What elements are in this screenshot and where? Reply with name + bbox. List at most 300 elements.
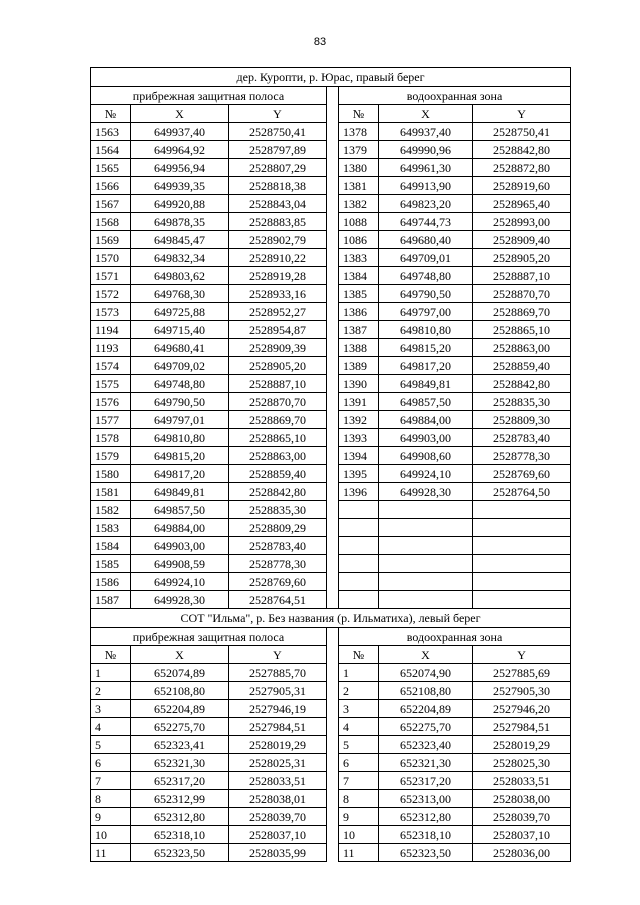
column-gap — [327, 483, 339, 501]
column-gap — [327, 393, 339, 411]
x-coordinate: 649920,88 — [131, 195, 229, 213]
table-row — [91, 682, 571, 700]
point-number: 1392 — [339, 411, 379, 429]
point-number: 1584 — [91, 537, 131, 555]
x-coordinate: 652204,89 — [379, 700, 473, 718]
point-number: 1391 — [339, 393, 379, 411]
y-coordinate: 2528883,85 — [229, 213, 327, 231]
y-coordinate: 2528039,70 — [473, 808, 571, 826]
y-coordinate: 2528038,00 — [473, 790, 571, 808]
y-coordinate: 2528859,40 — [473, 357, 571, 375]
point-number: 6 — [91, 754, 131, 772]
x-coordinate: 649810,80 — [379, 321, 473, 339]
x-coordinate: 652313,00 — [379, 790, 473, 808]
table-row — [91, 555, 571, 573]
point-number: 1570 — [91, 249, 131, 267]
x-coordinate: 652321,30 — [131, 754, 229, 772]
point-number: 1566 — [91, 177, 131, 195]
point-number: 8 — [91, 790, 131, 808]
y-coordinate: 2528750,41 — [473, 123, 571, 141]
column-gap — [327, 718, 339, 736]
point-number: 1569 — [91, 231, 131, 249]
y-coordinate: 2527905,31 — [229, 682, 327, 700]
y-coordinate: 2528919,60 — [473, 177, 571, 195]
table-row — [91, 429, 571, 447]
column-header: Y — [229, 105, 327, 123]
table-row — [91, 772, 571, 790]
x-coordinate: 649768,30 — [131, 285, 229, 303]
point-number: 1393 — [339, 429, 379, 447]
table-row — [91, 411, 571, 429]
y-coordinate: 2528783,40 — [229, 537, 327, 555]
y-coordinate: 2528818,38 — [229, 177, 327, 195]
column-gap — [327, 303, 339, 321]
column-gap — [327, 87, 339, 105]
point-number: 1193 — [91, 339, 131, 357]
column-gap — [327, 664, 339, 682]
x-coordinate: 649845,47 — [131, 231, 229, 249]
x-coordinate: 649903,00 — [131, 537, 229, 555]
coordinates-document — [90, 67, 570, 862]
column-gap — [327, 646, 339, 664]
x-coordinate: 649815,20 — [131, 447, 229, 465]
x-coordinate: 652323,40 — [379, 736, 473, 754]
y-coordinate: 2528863,00 — [229, 447, 327, 465]
y-coordinate: 2528865,10 — [473, 321, 571, 339]
x-coordinate: 649961,30 — [379, 159, 473, 177]
y-coordinate — [473, 537, 571, 555]
y-coordinate: 2528025,31 — [229, 754, 327, 772]
x-coordinate: 649857,50 — [131, 501, 229, 519]
x-coordinate: 649815,20 — [379, 339, 473, 357]
table-row — [91, 844, 571, 862]
column-gap — [327, 357, 339, 375]
column-gap — [327, 808, 339, 826]
point-number — [339, 519, 379, 537]
x-coordinate: 649725,88 — [131, 303, 229, 321]
point-number: 4 — [91, 718, 131, 736]
column-gap — [327, 790, 339, 808]
table-row — [91, 357, 571, 375]
x-coordinate — [379, 573, 473, 591]
x-coordinate: 652074,89 — [131, 664, 229, 682]
point-number: 6 — [339, 754, 379, 772]
column-header-row — [91, 105, 571, 123]
x-coordinate: 652108,80 — [131, 682, 229, 700]
x-coordinate: 652204,89 — [131, 700, 229, 718]
point-number: 3 — [91, 700, 131, 718]
point-number: 1384 — [339, 267, 379, 285]
section-title-row — [91, 68, 571, 87]
table-row — [91, 285, 571, 303]
point-number: 11 — [91, 844, 131, 862]
y-coordinate: 2528035,99 — [229, 844, 327, 862]
column-gap — [327, 159, 339, 177]
table-row — [91, 303, 571, 321]
point-number: 1585 — [91, 555, 131, 573]
point-number: 1574 — [91, 357, 131, 375]
x-coordinate: 649823,20 — [379, 195, 473, 213]
y-coordinate: 2528905,20 — [229, 357, 327, 375]
x-coordinate: 649744,73 — [379, 213, 473, 231]
y-coordinate: 2528025,30 — [473, 754, 571, 772]
point-number: 1581 — [91, 483, 131, 501]
y-coordinate: 2527905,30 — [473, 682, 571, 700]
point-number: 1568 — [91, 213, 131, 231]
point-number: 1396 — [339, 483, 379, 501]
point-number: 1388 — [339, 339, 379, 357]
point-number: 2 — [339, 682, 379, 700]
x-coordinate: 652321,30 — [379, 754, 473, 772]
column-header: X — [131, 105, 229, 123]
coordinates-table — [90, 67, 571, 862]
y-coordinate: 2528036,00 — [473, 844, 571, 862]
table-row — [91, 808, 571, 826]
y-coordinate: 2528870,70 — [229, 393, 327, 411]
point-number: 1382 — [339, 195, 379, 213]
x-coordinate: 652312,80 — [131, 808, 229, 826]
x-coordinate: 649797,00 — [379, 303, 473, 321]
y-coordinate: 2528859,40 — [229, 465, 327, 483]
table-row — [91, 754, 571, 772]
x-coordinate: 652074,90 — [379, 664, 473, 682]
coordinates-table-body — [91, 68, 571, 862]
y-coordinate: 2527885,70 — [229, 664, 327, 682]
x-coordinate: 649884,00 — [379, 411, 473, 429]
x-coordinate: 649903,00 — [379, 429, 473, 447]
y-coordinate: 2528783,40 — [473, 429, 571, 447]
y-coordinate: 2528843,04 — [229, 195, 327, 213]
column-header: X — [379, 105, 473, 123]
point-number: 1565 — [91, 159, 131, 177]
y-coordinate: 2528965,40 — [473, 195, 571, 213]
x-coordinate: 649849,81 — [131, 483, 229, 501]
x-coordinate — [379, 537, 473, 555]
point-number — [339, 555, 379, 573]
table-row — [91, 664, 571, 682]
y-coordinate: 2528842,80 — [473, 141, 571, 159]
point-number — [339, 537, 379, 555]
y-coordinate: 2528809,29 — [229, 519, 327, 537]
y-coordinate: 2528863,00 — [473, 339, 571, 357]
page-number: 83 — [313, 36, 327, 48]
table-row — [91, 123, 571, 141]
column-gap — [327, 628, 339, 646]
table-row — [91, 736, 571, 754]
zone-header-row — [91, 87, 571, 105]
column-gap — [327, 195, 339, 213]
y-coordinate: 2528778,30 — [473, 447, 571, 465]
column-gap — [327, 177, 339, 195]
x-coordinate: 652312,80 — [379, 808, 473, 826]
x-coordinate: 649790,50 — [379, 285, 473, 303]
y-coordinate: 2528872,80 — [473, 159, 571, 177]
y-coordinate: 2528869,70 — [229, 411, 327, 429]
y-coordinate: 2528887,10 — [229, 375, 327, 393]
x-coordinate: 649884,00 — [131, 519, 229, 537]
column-gap — [327, 447, 339, 465]
x-coordinate: 649924,10 — [131, 573, 229, 591]
y-coordinate: 2528778,30 — [229, 555, 327, 573]
x-coordinate: 649832,34 — [131, 249, 229, 267]
column-header: Y — [473, 105, 571, 123]
column-gap — [327, 249, 339, 267]
point-number: 1 — [91, 664, 131, 682]
column-gap — [327, 591, 339, 609]
column-gap — [327, 213, 339, 231]
point-number: 1564 — [91, 141, 131, 159]
point-number: 1586 — [91, 573, 131, 591]
column-header: Y — [229, 646, 327, 664]
point-number: 1573 — [91, 303, 131, 321]
point-number: 7 — [91, 772, 131, 790]
column-gap — [327, 537, 339, 555]
column-gap — [327, 105, 339, 123]
table-row — [91, 393, 571, 411]
table-row — [91, 700, 571, 718]
point-number: 1583 — [91, 519, 131, 537]
y-coordinate: 2528835,30 — [473, 393, 571, 411]
y-coordinate: 2528902,79 — [229, 231, 327, 249]
y-coordinate: 2528865,10 — [229, 429, 327, 447]
x-coordinate: 649928,30 — [379, 483, 473, 501]
table-row — [91, 790, 571, 808]
point-number: 1379 — [339, 141, 379, 159]
x-coordinate — [379, 555, 473, 573]
y-coordinate: 2528033,51 — [473, 772, 571, 790]
y-coordinate: 2528842,80 — [229, 483, 327, 501]
column-gap — [327, 465, 339, 483]
column-header: № — [91, 105, 131, 123]
point-number: 1086 — [339, 231, 379, 249]
table-row — [91, 537, 571, 555]
point-number: 1394 — [339, 447, 379, 465]
column-header: Y — [473, 646, 571, 664]
x-coordinate: 649817,20 — [379, 357, 473, 375]
y-coordinate: 2528764,51 — [229, 591, 327, 609]
x-coordinate: 649790,50 — [131, 393, 229, 411]
y-coordinate: 2528037,10 — [473, 826, 571, 844]
point-number: 7 — [339, 772, 379, 790]
right-zone-header: водоохранная зона — [339, 87, 571, 105]
table-row — [91, 519, 571, 537]
x-coordinate: 649849,81 — [379, 375, 473, 393]
point-number: 4 — [339, 718, 379, 736]
x-coordinate: 649748,80 — [379, 267, 473, 285]
x-coordinate: 652317,20 — [379, 772, 473, 790]
zone-header-row — [91, 628, 571, 646]
y-coordinate: 2528019,29 — [473, 736, 571, 754]
point-number: 1390 — [339, 375, 379, 393]
point-number: 11 — [339, 844, 379, 862]
y-coordinate: 2528769,60 — [229, 573, 327, 591]
table-row — [91, 267, 571, 285]
column-gap — [327, 141, 339, 159]
column-header: № — [339, 105, 379, 123]
column-header: X — [131, 646, 229, 664]
point-number — [339, 501, 379, 519]
x-coordinate: 652312,99 — [131, 790, 229, 808]
table-row — [91, 826, 571, 844]
table-row — [91, 177, 571, 195]
table-row — [91, 483, 571, 501]
x-coordinate: 652323,50 — [379, 844, 473, 862]
left-zone-header: прибрежная защитная полоса — [91, 87, 327, 105]
column-header-row — [91, 646, 571, 664]
point-number: 8 — [339, 790, 379, 808]
y-coordinate: 2528039,70 — [229, 808, 327, 826]
y-coordinate: 2528909,40 — [473, 231, 571, 249]
y-coordinate: 2528038,01 — [229, 790, 327, 808]
point-number — [339, 573, 379, 591]
y-coordinate: 2528993,00 — [473, 213, 571, 231]
point-number: 1578 — [91, 429, 131, 447]
section-title: СОТ "Ильма", р. Без названия (р. Ильматиха), левый берег — [91, 609, 571, 628]
column-gap — [327, 375, 339, 393]
point-number: 5 — [339, 736, 379, 754]
x-coordinate: 652108,80 — [379, 682, 473, 700]
table-row — [91, 573, 571, 591]
table-row — [91, 718, 571, 736]
y-coordinate: 2528807,29 — [229, 159, 327, 177]
y-coordinate: 2528842,80 — [473, 375, 571, 393]
point-number: 1385 — [339, 285, 379, 303]
table-row — [91, 141, 571, 159]
y-coordinate: 2528797,89 — [229, 141, 327, 159]
point-number: 1378 — [339, 123, 379, 141]
point-number: 1381 — [339, 177, 379, 195]
x-coordinate: 649908,59 — [131, 555, 229, 573]
x-coordinate: 649857,50 — [379, 393, 473, 411]
point-number: 5 — [91, 736, 131, 754]
table-row — [91, 159, 571, 177]
x-coordinate: 649990,96 — [379, 141, 473, 159]
y-coordinate: 2528954,87 — [229, 321, 327, 339]
y-coordinate — [473, 591, 571, 609]
point-number: 1 — [339, 664, 379, 682]
table-row — [91, 231, 571, 249]
y-coordinate: 2528019,29 — [229, 736, 327, 754]
column-header: № — [339, 646, 379, 664]
x-coordinate: 649937,40 — [131, 123, 229, 141]
y-coordinate — [473, 555, 571, 573]
x-coordinate: 649810,80 — [131, 429, 229, 447]
point-number: 9 — [91, 808, 131, 826]
table-row — [91, 591, 571, 609]
point-number: 1587 — [91, 591, 131, 609]
point-number: 1194 — [91, 321, 131, 339]
y-coordinate: 2528933,16 — [229, 285, 327, 303]
x-coordinate: 649709,01 — [379, 249, 473, 267]
column-gap — [327, 339, 339, 357]
x-coordinate: 649803,62 — [131, 267, 229, 285]
x-coordinate: 652318,10 — [131, 826, 229, 844]
table-row — [91, 249, 571, 267]
point-number: 1582 — [91, 501, 131, 519]
column-gap — [327, 267, 339, 285]
x-coordinate: 649797,01 — [131, 411, 229, 429]
y-coordinate: 2527946,20 — [473, 700, 571, 718]
x-coordinate: 649908,60 — [379, 447, 473, 465]
x-coordinate — [379, 591, 473, 609]
x-coordinate — [379, 501, 473, 519]
point-number: 1572 — [91, 285, 131, 303]
y-coordinate: 2527984,51 — [229, 718, 327, 736]
x-coordinate: 652275,70 — [131, 718, 229, 736]
point-number: 2 — [91, 682, 131, 700]
point-number: 1380 — [339, 159, 379, 177]
y-coordinate: 2528869,70 — [473, 303, 571, 321]
table-row — [91, 501, 571, 519]
column-gap — [327, 123, 339, 141]
point-number: 1571 — [91, 267, 131, 285]
column-gap — [327, 519, 339, 537]
y-coordinate: 2528910,22 — [229, 249, 327, 267]
left-zone-header: прибрежная защитная полоса — [91, 628, 327, 646]
x-coordinate: 649937,40 — [379, 123, 473, 141]
column-gap — [327, 754, 339, 772]
x-coordinate: 652323,50 — [131, 844, 229, 862]
x-coordinate: 649913,90 — [379, 177, 473, 195]
point-number: 1580 — [91, 465, 131, 483]
y-coordinate: 2528835,30 — [229, 501, 327, 519]
x-coordinate: 649680,40 — [379, 231, 473, 249]
x-coordinate: 652275,70 — [379, 718, 473, 736]
point-number: 10 — [91, 826, 131, 844]
section-title-row — [91, 609, 571, 628]
x-coordinate: 649956,94 — [131, 159, 229, 177]
point-number: 1563 — [91, 123, 131, 141]
y-coordinate: 2528769,60 — [473, 465, 571, 483]
column-gap — [327, 321, 339, 339]
y-coordinate: 2528870,70 — [473, 285, 571, 303]
point-number: 1389 — [339, 357, 379, 375]
x-coordinate: 649939,35 — [131, 177, 229, 195]
x-coordinate: 652317,20 — [131, 772, 229, 790]
y-coordinate: 2528952,27 — [229, 303, 327, 321]
table-row — [91, 213, 571, 231]
point-number: 1395 — [339, 465, 379, 483]
table-row — [91, 339, 571, 357]
table-row — [91, 375, 571, 393]
section-title: дер. Куропти, р. Юрас, правый берег — [91, 68, 571, 87]
point-number: 1386 — [339, 303, 379, 321]
column-gap — [327, 682, 339, 700]
x-coordinate: 649680,41 — [131, 339, 229, 357]
table-row — [91, 465, 571, 483]
y-coordinate: 2528909,39 — [229, 339, 327, 357]
y-coordinate — [473, 519, 571, 537]
column-gap — [327, 844, 339, 862]
table-row — [91, 447, 571, 465]
column-gap — [327, 772, 339, 790]
point-number: 1575 — [91, 375, 131, 393]
column-gap — [327, 736, 339, 754]
point-number: 10 — [339, 826, 379, 844]
x-coordinate: 649964,92 — [131, 141, 229, 159]
column-gap — [327, 411, 339, 429]
y-coordinate: 2528764,50 — [473, 483, 571, 501]
column-gap — [327, 826, 339, 844]
column-gap — [327, 573, 339, 591]
y-coordinate: 2528037,10 — [229, 826, 327, 844]
point-number: 1577 — [91, 411, 131, 429]
y-coordinate: 2527885,69 — [473, 664, 571, 682]
column-header: № — [91, 646, 131, 664]
point-number: 9 — [339, 808, 379, 826]
y-coordinate: 2528033,51 — [229, 772, 327, 790]
y-coordinate — [473, 501, 571, 519]
